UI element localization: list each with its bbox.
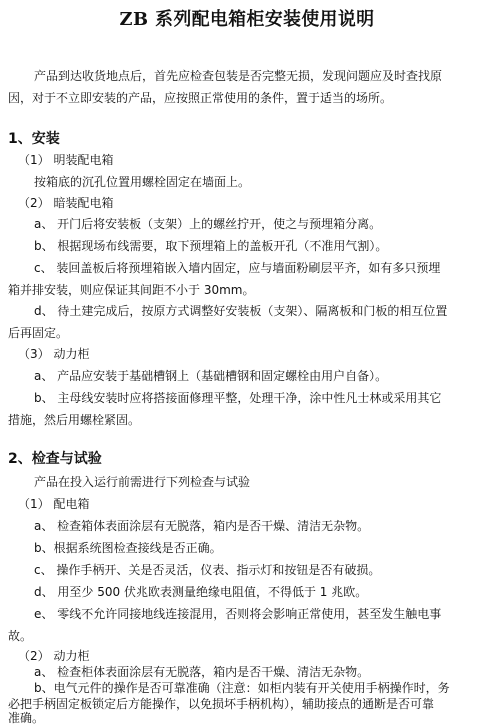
intro-line-1: 产品到达收货地点后，首先应检查包装是否完整无损，发现问题应及时查找原 [34,69,443,83]
section-2-sub-2-label: （2） 动力柜 [18,649,90,663]
page-title: ZB 系列配电箱柜安装使用说明 [119,9,375,30]
section-1-sub-2-item-c-line-1: c、 装回盖板后将预埋箱嵌入墙内固定，应与墙面粉刷层平齐，如有多只预埋 [34,261,441,275]
section-2-sub-1-item-b: b、根据系统图检查接线是否正确。 [34,541,222,555]
section-1-sub-2-item-d-line-2: 后再固定。 [8,326,69,340]
section-1-sub-2-item-b: b、 根据现场布线需要，取下预埋箱上的盖板开孔（不准用气割）。 [34,239,388,253]
section-2-sub-1-item-e-line-1: e、 零线不允许同接地线连接混用，否则将会影响正常使用，甚至发生触电事 [34,607,442,621]
section-1-sub-2-label: （2） 暗装配电箱 [18,196,114,210]
section-1-sub-1-text: 按箱底的沉孔位置用螺栓固定在墙面上。 [34,175,251,189]
section-2-sub-2-item-b-line-2: 必把手柄固定板锁定后方能操作，以免损坏手柄机构），辅助接点的通断是否可靠 [8,697,435,711]
section-1-sub-3-item-b-line-2: 措施，然后用螺栓紧固。 [8,413,141,427]
section-1-sub-3-item-b-line-1: b、 主母线安装时应将搭接面修理平整，处理干净，涂中性凡士林或采用其它 [34,391,442,405]
section-1-sub-2-item-c-line-2: 箱并排安装，则应保证其间距不小于 30mm。 [8,283,255,297]
section-1-sub-2-item-a: a、 开门后将安装板（支架）上的螺丝拧开，使之与预埋箱分离。 [34,217,382,231]
section-2-sub-1-item-e-line-2: 故。 [8,629,33,643]
section-1-sub-3-item-a: a、 产品应安装于基础槽钢上（基础槽钢和固定螺栓由用户自备）。 [34,369,388,383]
section-2-sub-1-item-c: c、 操作手柄开、关是否灵活，仪表、指示灯和按钮是否有破损。 [34,563,381,577]
intro-line-2: 因，对于不立即安装的产品，应按照正常使用的条件，置于适当的场所。 [8,91,393,105]
section-2-sub-2-item-b-line-1: b、电气元件的操作是否可靠准确（注意：如柜内装有开关使用手柄操作时，务 [34,681,450,695]
section-2-sub-1-item-d: d、 用至少 500 伏兆欧表测量绝缘电阻值，不得低于 1 兆欧。 [34,585,368,599]
section-2-sub-2-item-a: a、 检查柜体表面涂层有无脱落，箱内是否干燥、清洁无杂物。 [34,665,370,679]
section-2-intro: 产品在投入运行前需进行下列检查与试验 [34,475,251,489]
section-1-sub-1-label: （1） 明装配电箱 [18,153,114,167]
section-1-sub-2-item-d-line-1: d、 待土建完成后，按原方式调整好安装板（支架）、隔离板和门板的相互位置 [34,304,448,318]
section-2-sub-1-label: （1） 配电箱 [18,497,90,511]
section-2-sub-2-item-b-line-3: 准确。 [8,711,45,725]
section-2-heading: 2、检查与试验 [8,451,102,467]
section-1-heading: 1、安装 [8,131,60,147]
section-1-sub-3-label: （3） 动力柜 [18,347,90,361]
section-2-sub-1-item-a: a、 检查箱体表面涂层有无脱落，箱内是否干燥、清洁无杂物。 [34,519,370,533]
